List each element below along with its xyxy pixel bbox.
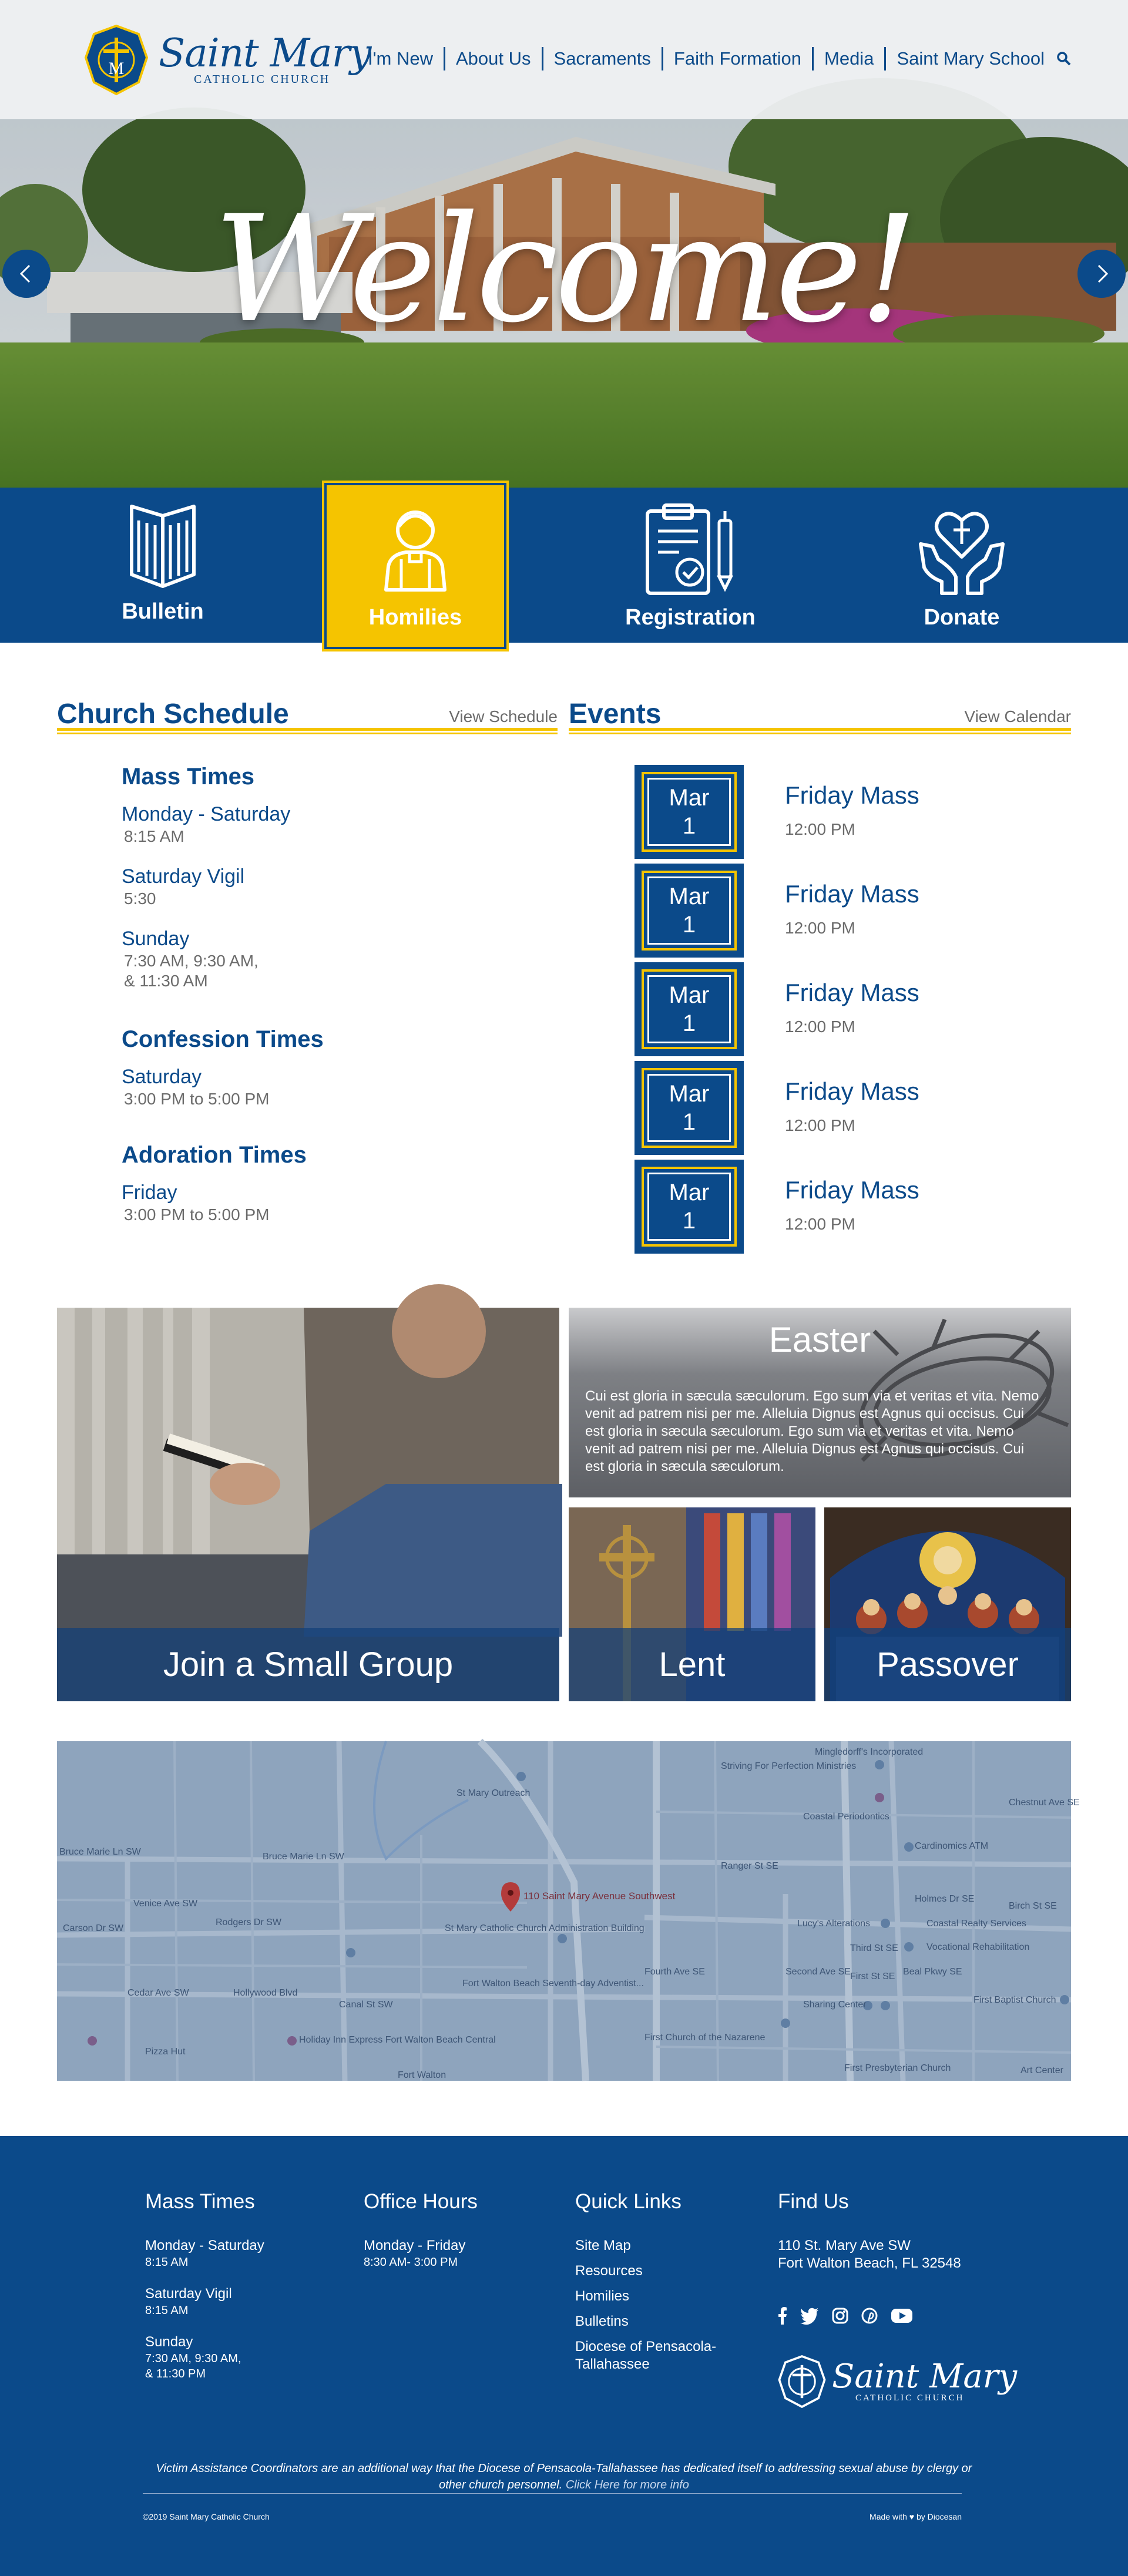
nav-im-new[interactable]: I'm New	[357, 47, 445, 70]
footer-find-heading: Find Us	[778, 2190, 849, 2213]
map-label: Second Ave SE	[785, 1967, 851, 1977]
facebook-icon[interactable]	[778, 2307, 787, 2325]
adoration-day: Friday	[122, 1181, 177, 1204]
footer-link-resources[interactable]: Resources	[575, 2263, 643, 2279]
event-item[interactable]	[634, 864, 1058, 958]
event-month: Mar	[669, 785, 710, 811]
event-day: 1	[682, 813, 696, 839]
footer-mass-heading: Mass Times	[145, 2190, 255, 2213]
footer-mass-time-cont: & 11:30 PM	[145, 2367, 206, 2380]
map-label: Holiday Inn Express Fort Walton Beach Central	[299, 2035, 496, 2045]
event-month: Mar	[669, 1081, 710, 1107]
lent-tile[interactable]	[569, 1507, 815, 1701]
quicklink-donate-label: Donate	[924, 605, 1000, 630]
map-label: Bruce Marie Ln SW	[263, 1852, 344, 1862]
map-label: Pizza Hut	[145, 2047, 186, 2057]
map-label: Third St SE	[850, 1943, 898, 1953]
footer-logo[interactable]	[777, 2355, 1017, 2409]
schedule-title: Church Schedule	[57, 698, 289, 730]
footer-logo-subtitle: CATHOLIC CHURCH	[855, 2393, 965, 2403]
church-seal-icon	[82, 23, 150, 96]
logo-name: Saint Mary	[159, 30, 371, 76]
map-label: Carson Dr SW	[63, 1923, 124, 1933]
map-label: First Church of the Nazarene	[644, 2033, 766, 2043]
footer-mass-time: 8:15 AM	[145, 2256, 189, 2269]
map-label: Chestnut Ave SE	[1009, 1798, 1080, 1808]
map-label: Holmes Dr SE	[915, 1894, 975, 1904]
made-with-credit[interactable]: Made with ♥ by Diocesan	[870, 2512, 962, 2521]
easter-title: Easter	[768, 1320, 871, 1359]
book-icon	[125, 503, 201, 591]
schedule-list	[122, 764, 368, 1242]
event-date-badge	[634, 1160, 744, 1254]
event-date-badge	[634, 765, 744, 859]
footer-divider	[143, 2493, 962, 2494]
mass-time: 5:30	[124, 889, 156, 908]
footer-link-homilies[interactable]: Homilies	[575, 2288, 630, 2304]
location-map[interactable]	[57, 1741, 1080, 2081]
map-label: Coastal Periodontics	[803, 1812, 889, 1822]
hero-slider	[0, 119, 1128, 488]
map-label: Cardinomics ATM	[915, 1841, 989, 1851]
event-day: 1	[682, 1010, 696, 1036]
event-time: 12:00 PM	[785, 1116, 855, 1134]
mass-time: 8:15 AM	[124, 827, 184, 845]
footer-mass-day: Sunday	[145, 2334, 193, 2350]
mass-day: Sunday	[122, 928, 190, 950]
passover-tile[interactable]	[824, 1507, 1071, 1701]
easter-body: Cui est gloria in sæcula sæculorum. Ego sum via et veritas et vita. Nemo venit ad patrem nisi per me. Alleluia Dignus est Agnus qui occisus. Cui est gloria in sæcula sæculorum. Ego sum via et veritas et vita. Nemo venit ad patrem nisi per me. Alleluia Dignus est Agnus qui occisus. Cui est gloria in sæcula sæculorum.	[585, 1388, 1039, 1475]
small-group-tile[interactable]	[57, 1308, 559, 1701]
quick-links-bar	[0, 488, 1128, 643]
map-label: First Baptist Church	[973, 1995, 1056, 2005]
event-day: 1	[682, 1208, 696, 1234]
logo-subtitle: CATHOLIC CHURCH	[194, 72, 331, 86]
quicklink-registration[interactable]	[599, 488, 781, 643]
hero-next-button[interactable]	[1077, 250, 1126, 298]
svg-text:M: M	[108, 59, 125, 78]
notice-text: Victim Assistance Coordinators are an additional way that the Diocese of Pensacola-Tallahassee has dedicated itself to addressing sexual abuse by clergy or other church personnel.	[156, 2462, 972, 2491]
hero-welcome-text: Welcome!	[213, 184, 915, 355]
main-nav	[357, 47, 1072, 70]
notice-more-info-link[interactable]: Click Here for more info	[565, 2478, 689, 2491]
copyright-text: ©2019 Saint Mary Catholic Church	[143, 2512, 270, 2521]
chevron-right-icon	[1090, 262, 1113, 286]
event-date-badge	[634, 1061, 744, 1155]
event-title[interactable]: Friday Mass	[785, 979, 919, 1006]
mass-day: Monday - Saturday	[122, 803, 291, 825]
mass-times-heading: Mass Times	[122, 764, 255, 790]
lent-caption: Lent	[569, 1628, 815, 1701]
footer-office-hours	[364, 2190, 552, 2285]
mass-day: Saturday Vigil	[122, 865, 245, 888]
footer-address-line2: Fort Walton Beach, FL 32548	[778, 2255, 961, 2271]
map-pin-label: 110 Saint Mary Avenue Southwest	[523, 1890, 676, 1902]
map-label: Venice Ave SW	[133, 1899, 198, 1909]
mass-time-cont: & 11:30 AM	[124, 972, 208, 990]
site-header	[0, 0, 1128, 119]
adoration-time: 3:00 PM to 5:00 PM	[124, 1205, 270, 1224]
footer-office-heading: Office Hours	[364, 2190, 478, 2213]
confession-times-heading: Confession Times	[122, 1026, 324, 1052]
event-item[interactable]	[634, 1061, 1058, 1155]
event-time: 12:00 PM	[785, 820, 855, 838]
nav-sacraments[interactable]: Sacraments	[543, 47, 663, 70]
map-label: Beal Pkwy SE	[903, 1967, 962, 1977]
event-time: 12:00 PM	[785, 1017, 855, 1036]
footer-mass-time: 8:15 AM	[145, 2304, 189, 2317]
event-month: Mar	[669, 884, 710, 909]
event-day: 1	[682, 1109, 696, 1135]
footer-mass-times	[145, 2190, 345, 2397]
footer-link-site-map[interactable]: Site Map	[575, 2238, 631, 2253]
footer-social-links	[778, 2307, 913, 2325]
footer-mass-day: Saturday Vigil	[145, 2286, 232, 2302]
twitter-icon[interactable]	[800, 2308, 819, 2324]
map-label: Vocational Rehabilitation	[926, 1942, 1030, 1952]
footer-link-bulletins[interactable]: Bulletins	[575, 2313, 629, 2329]
footer-quick-links	[575, 2190, 763, 2381]
footer-link-diocese[interactable]: Diocese of Pensacola-Tallahassee	[575, 2339, 717, 2372]
confession-time: 3:00 PM to 5:00 PM	[124, 1090, 270, 1108]
view-calendar-link[interactable]: View Calendar	[964, 707, 1071, 726]
clipboard-icon	[640, 503, 740, 597]
map-label: Fort Walton Beach Seventh-day Adventist...	[462, 1979, 644, 1989]
heart-hands-icon	[915, 503, 1009, 597]
map-label: Mingledorff's Incorporated	[815, 1747, 924, 1757]
map-label: Striving For Perfection Ministries	[721, 1761, 857, 1771]
quicklink-bulletin-label: Bulletin	[122, 599, 204, 624]
event-time: 12:00 PM	[785, 919, 855, 937]
quicklink-bulletin[interactable]	[72, 488, 254, 643]
events-title: Events	[569, 698, 662, 730]
footer-find-us	[778, 2190, 989, 2272]
map-label: Sharing Center	[803, 2000, 867, 2010]
event-month: Mar	[669, 1180, 710, 1205]
nav-media[interactable]: Media	[814, 47, 886, 70]
adoration-times-heading: Adoration Times	[122, 1142, 307, 1168]
mass-time: 7:30 AM, 9:30 AM,	[124, 952, 258, 970]
map-label: Ranger St SE	[721, 1861, 778, 1871]
map-label: Hollywood Blvd	[233, 1988, 298, 1998]
map-label: St Mary Outreach	[456, 1788, 531, 1798]
event-time: 12:00 PM	[785, 1215, 855, 1233]
footer-mass-day: Monday - Saturday	[145, 2238, 264, 2253]
chevron-left-icon	[15, 262, 38, 286]
map-label: Rodgers Dr SW	[216, 1917, 282, 1927]
footer-address-line1: 110 St. Mary Ave SW	[778, 2238, 911, 2253]
map-label: St Mary Catholic Church Administration Building	[445, 1923, 644, 1933]
quicklink-donate[interactable]	[871, 488, 1053, 643]
view-schedule-link[interactable]: View Schedule	[449, 707, 558, 726]
map-label: Bruce Marie Ln SW	[59, 1847, 141, 1857]
footer-logo-name: Saint Mary	[832, 2357, 1018, 2396]
footer-mass-time: 7:30 AM, 9:30 AM,	[145, 2352, 241, 2365]
victim-assistance-notice	[141, 2460, 987, 2493]
site-footer	[0, 2136, 1128, 2576]
priest-icon	[380, 501, 451, 595]
event-date-badge	[634, 962, 744, 1056]
quicklink-registration-label: Registration	[625, 605, 756, 630]
map-streets	[57, 1741, 1071, 2081]
events-header	[569, 698, 1071, 731]
site-logo[interactable]	[82, 23, 371, 96]
passover-caption: Passover	[824, 1628, 1071, 1701]
nav-saint-mary-school[interactable]: Saint Mary School	[897, 48, 1045, 69]
event-item[interactable]	[634, 1160, 1058, 1254]
map-label: Fort Walton	[398, 2070, 446, 2080]
quicklink-homilies[interactable]	[324, 483, 506, 649]
map-label: Art Center	[1020, 2065, 1063, 2075]
pinterest-icon[interactable]	[861, 2308, 878, 2324]
map-label: Birch St SE	[1009, 1901, 1057, 1911]
map-label: Fourth Ave SE	[644, 1967, 705, 1977]
nav-about-us[interactable]: About Us	[445, 47, 543, 70]
event-title[interactable]: Friday Mass	[785, 1176, 919, 1204]
small-group-caption: Join a Small Group	[57, 1628, 559, 1701]
event-title[interactable]: Friday Mass	[785, 781, 919, 809]
event-month: Mar	[669, 982, 710, 1008]
confession-day: Saturday	[122, 1066, 202, 1088]
map-label: First St SE	[850, 1972, 895, 1981]
church-seal-icon	[777, 2355, 827, 2409]
event-date-badge	[634, 864, 744, 958]
map-label: Coastal Realty Services	[926, 1919, 1026, 1929]
youtube-icon[interactable]	[891, 2308, 913, 2324]
event-item[interactable]	[634, 765, 1058, 859]
map-label: First Presbyterian Church	[844, 2063, 951, 2073]
footer-office-time: 8:30 AM- 3:00 PM	[364, 2256, 458, 2269]
map-label: Canal St SW	[339, 2000, 393, 2010]
schedule-header	[57, 698, 558, 731]
event-item[interactable]	[634, 962, 1058, 1056]
map-label: Cedar Ave SW	[127, 1988, 189, 1998]
easter-tile[interactable]	[569, 1308, 1071, 1497]
hero-prev-button[interactable]	[2, 250, 51, 298]
instagram-icon[interactable]	[832, 2308, 848, 2324]
quicklink-homilies-label: Homilies	[368, 605, 462, 630]
event-title[interactable]: Friday Mass	[785, 1077, 919, 1105]
nav-faith-formation[interactable]: Faith Formation	[663, 47, 814, 70]
footer-links-heading: Quick Links	[575, 2190, 682, 2213]
footer-office-day: Monday - Friday	[364, 2238, 466, 2253]
event-day: 1	[682, 912, 696, 938]
search-icon[interactable]	[1056, 51, 1072, 66]
event-title[interactable]: Friday Mass	[785, 880, 919, 908]
map-label: Lucy's Alterations	[797, 1919, 871, 1929]
